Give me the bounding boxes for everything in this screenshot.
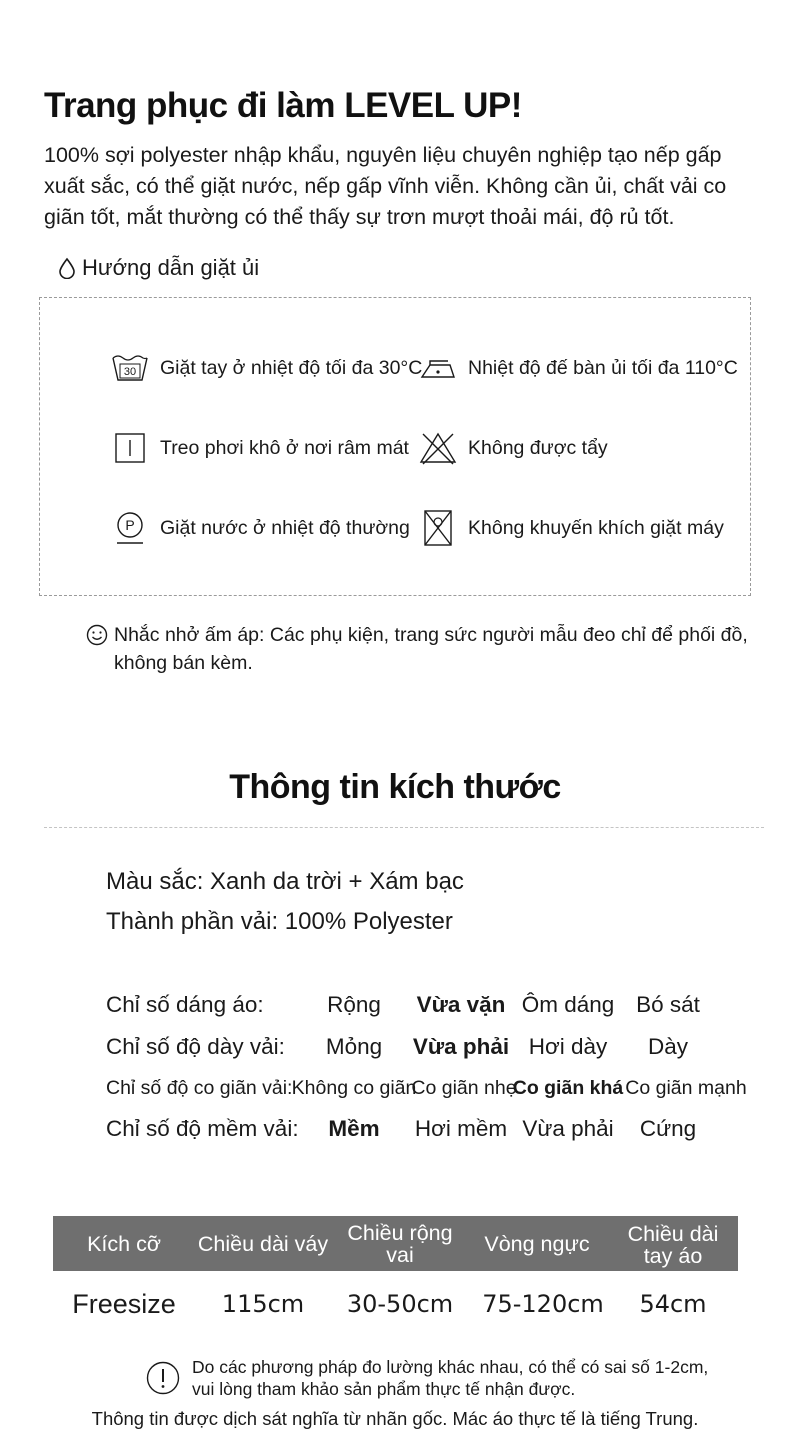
table-cell: 30-50cm — [346, 1290, 454, 1318]
care-item-dry — [110, 428, 409, 468]
index-option: Ôm dáng — [521, 992, 615, 1017]
care-item-bleach — [418, 428, 608, 468]
care-item-machine — [418, 508, 724, 548]
care-item-hand-wash — [110, 348, 422, 388]
table-header-cell: Chiều dài váy — [197, 1231, 329, 1256]
index-label: Chỉ số độ dày vải: — [106, 1034, 285, 1059]
index-option: Cứng — [639, 1116, 697, 1141]
table-header-cell: Chiều dài tay áo — [627, 1221, 719, 1268]
care-item-iron — [418, 348, 738, 388]
exclamation-circle-icon — [146, 1361, 180, 1395]
table-row — [53, 1271, 738, 1337]
table-cell: 75-120cm — [482, 1290, 604, 1318]
index-row-thickness — [0, 1034, 790, 1066]
index-option: Dày — [647, 1034, 689, 1059]
index-option-selected: Vừa phải — [412, 1034, 510, 1059]
index-label: Chỉ số độ mềm vải: — [106, 1116, 299, 1141]
index-option-selected: Mềm — [328, 1116, 380, 1141]
index-option: Bó sát — [636, 992, 700, 1017]
index-option-selected: Vừa vặn — [416, 992, 506, 1017]
table-cell: Freesize — [72, 1288, 176, 1319]
care-heading — [58, 255, 259, 281]
intro-line: giãn tốt, mắt thường có thể thấy sự trơn mượt thoải mái, độ rủ tốt. — [44, 205, 675, 229]
index-label: Chỉ số độ co giãn vải: — [106, 1077, 293, 1099]
svg-text:P: P — [125, 517, 135, 533]
index-option: Co giãn nhẹ — [411, 1077, 517, 1099]
no-machine-wash-icon — [421, 508, 455, 548]
intro-line: 100% sợi polyester nhập khẩu, nguyên liệu chuyên nghiệp tạo nếp gấp — [44, 143, 722, 167]
index-option: Hơi dày — [528, 1034, 608, 1059]
svg-text:30: 30 — [123, 366, 137, 378]
index-row-fit — [0, 992, 790, 1024]
line-dry-shade-icon — [113, 431, 147, 465]
index-option-selected: Co giãn khá — [512, 1077, 624, 1099]
intro-line: xuất sắc, có thể giặt nước, nếp gấp vĩnh viễn. Không cần ủi, chất vải co — [44, 174, 727, 198]
care-item-label: Treo phơi khô ở nơi râm mát — [160, 436, 409, 459]
measurement-note — [146, 1356, 708, 1400]
size-section-title: Thông tin kích thước — [229, 768, 561, 806]
intro-paragraph — [44, 140, 754, 233]
index-option: Rộng — [327, 992, 381, 1017]
index-option: Co giãn mạnh — [625, 1077, 747, 1099]
care-item-label: Không được tẩy — [468, 436, 608, 459]
size-table — [53, 1216, 738, 1337]
dry-clean-p-icon — [112, 509, 148, 547]
care-instructions-box — [39, 297, 751, 596]
reminder-line: Nhắc nhở ấm áp: Các phụ kiện, trang sức người mẫu đeo chỉ để phối đồ, — [114, 624, 748, 646]
reminder-note — [86, 621, 766, 677]
product-intro-section — [0, 0, 790, 705]
color-line: Màu sắc: Xanh da trời + Xám bạc — [106, 868, 464, 895]
reminder-line: không bán kèm. — [114, 652, 253, 674]
care-item-label: Không khuyến khích giặt máy — [468, 516, 724, 539]
table-cell: 54cm — [639, 1290, 707, 1318]
water-drop-icon — [58, 257, 76, 279]
translation-footer: Thông tin được dịch sát nghĩa từ nhãn gốc. Mác áo thực tế là tiếng Trung. — [91, 1408, 699, 1429]
index-option: Vừa phải — [522, 1116, 614, 1141]
table-header-cell: Chiều rộng vai — [347, 1220, 453, 1267]
index-option: Mỏng — [325, 1034, 383, 1059]
index-label: Chỉ số dáng áo: — [106, 992, 264, 1017]
care-item-label: Giặt nước ở nhiệt độ thường — [160, 516, 410, 539]
care-item-label: Giặt tay ở nhiệt độ tối đa 30°C — [160, 356, 423, 379]
table-header-cell: Kích cỡ — [87, 1231, 161, 1256]
care-heading-text: Hướng dẫn giặt ủi — [82, 255, 260, 280]
table-header-cell: Vòng ngực — [484, 1231, 590, 1256]
no-bleach-icon — [418, 430, 458, 466]
hand-wash-30-icon — [110, 350, 150, 386]
fabric-line: Thành phần vải: 100% Polyester — [106, 908, 453, 935]
index-option: Hơi mềm — [414, 1116, 508, 1141]
section-divider — [44, 827, 764, 828]
care-item-label: Nhiệt độ đế bàn ủi tối đa 110°C — [468, 356, 738, 379]
care-item-p — [110, 508, 410, 548]
note-line: vui lòng tham khảo sản phẩm thực tế nhận được. — [192, 1379, 576, 1399]
iron-low-icon — [418, 353, 458, 383]
index-row-softness — [0, 1116, 790, 1148]
index-option: Không co giãn — [291, 1077, 417, 1099]
smile-icon — [86, 624, 108, 646]
table-cell: 115cm — [221, 1290, 305, 1318]
size-table-header — [53, 1216, 738, 1271]
note-line: Do các phương pháp đo lường khác nhau, có thể có sai số 1-2cm, — [192, 1357, 709, 1377]
index-row-stretch — [0, 1077, 790, 1109]
page-title: Trang phục đi làm LEVEL UP! — [44, 86, 522, 125]
